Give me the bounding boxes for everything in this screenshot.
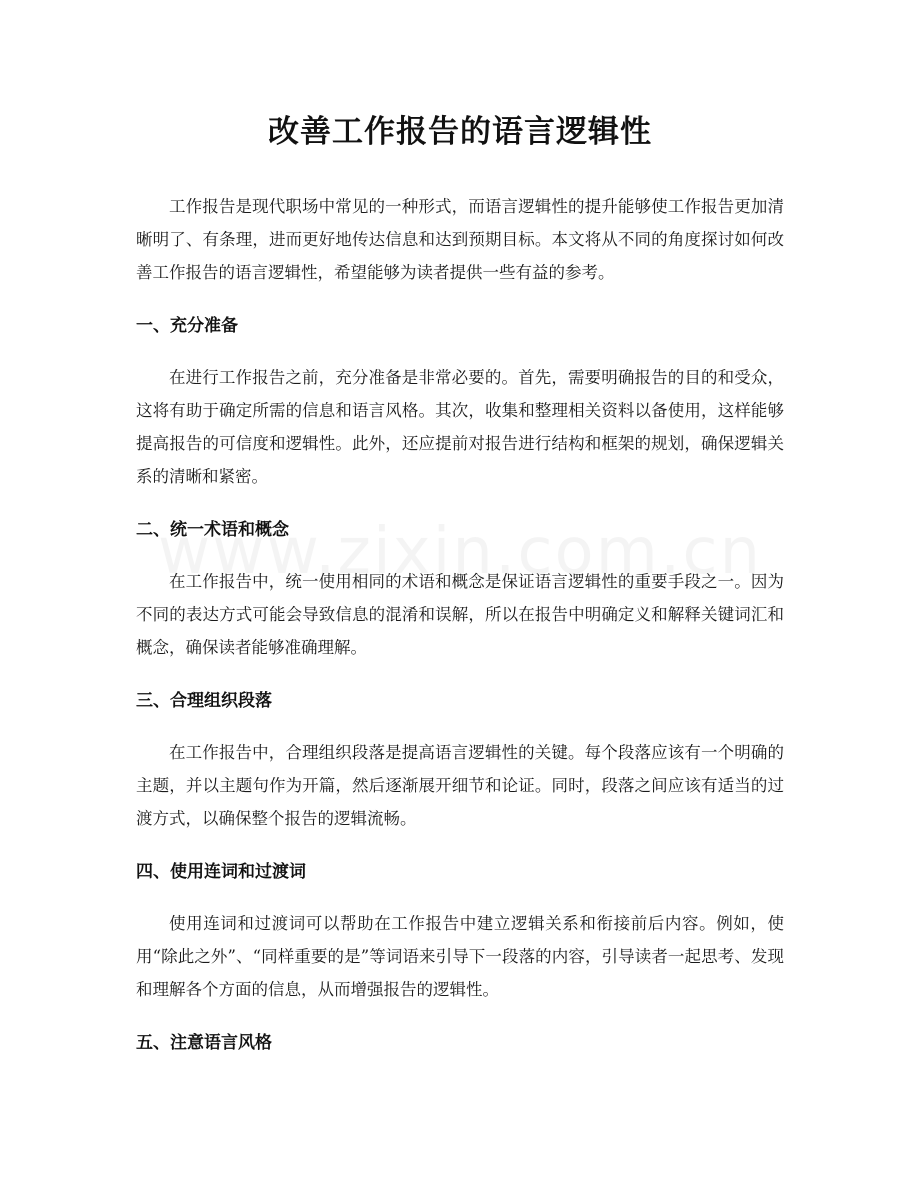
section-heading-5: 五、注意语言风格 bbox=[136, 1033, 272, 1053]
section-heading-3: 三、合理组织段落 bbox=[136, 691, 272, 711]
document-title: 改善工作报告的语言逻辑性 bbox=[268, 114, 652, 150]
section-body-1: 在进行工作报告之前，充分准备是非常必要的。首先，需要明确报告的目的和受众，这将有助于确定所需的信息和语言风格。其次，收集和整理相关资料以备使用，这样能够提高报告的可信度和逻辑性。此外，还应提前对报告进行结构和框架的规划，确保逻辑关系的清晰和紧密。 bbox=[136, 368, 784, 486]
section-heading-2: 二、统一术语和概念 bbox=[136, 520, 289, 540]
section-heading-1: 一、充分准备 bbox=[136, 316, 238, 336]
section-body-3: 在工作报告中，合理组织段落是提高语言逻辑性的关键。每个段落应该有一个明确的主题，并以主题句作为开篇，然后逐渐展开细节和论证。同时，段落之间应该有适当的过渡方式，以确保整个报告的逻辑流畅。 bbox=[136, 743, 784, 828]
section-heading-4: 四、使用连词和过渡词 bbox=[136, 862, 306, 882]
section-body-4: 使用连词和过渡词可以帮助在工作报告中建立逻辑关系和衔接前后内容。例如，使用“除此之外”、“同样重要的是”等词语来引导下一段落的内容，引导读者一起思考、发现和理解各个方面的信息，从而增强报告的逻辑性。 bbox=[136, 914, 784, 999]
intro-paragraph: 工作报告是现代职场中常见的一种形式，而语言逻辑性的提升能够使工作报告更加清晰明了、有条理，进而更好地传达信息和达到预期目标。本文将从不同的角度探讨如何改善工作报告的语言逻辑性，希望能够为读者提供一些有益的参考。 bbox=[136, 197, 784, 282]
section-body-2: 在工作报告中，统一使用相同的术语和概念是保证语言逻辑性的重要手段之一。因为不同的表达方式可能会导致信息的混淆和误解，所以在报告中明确定义和解释关键词汇和概念，确保读者能够准确理解。 bbox=[136, 572, 784, 657]
